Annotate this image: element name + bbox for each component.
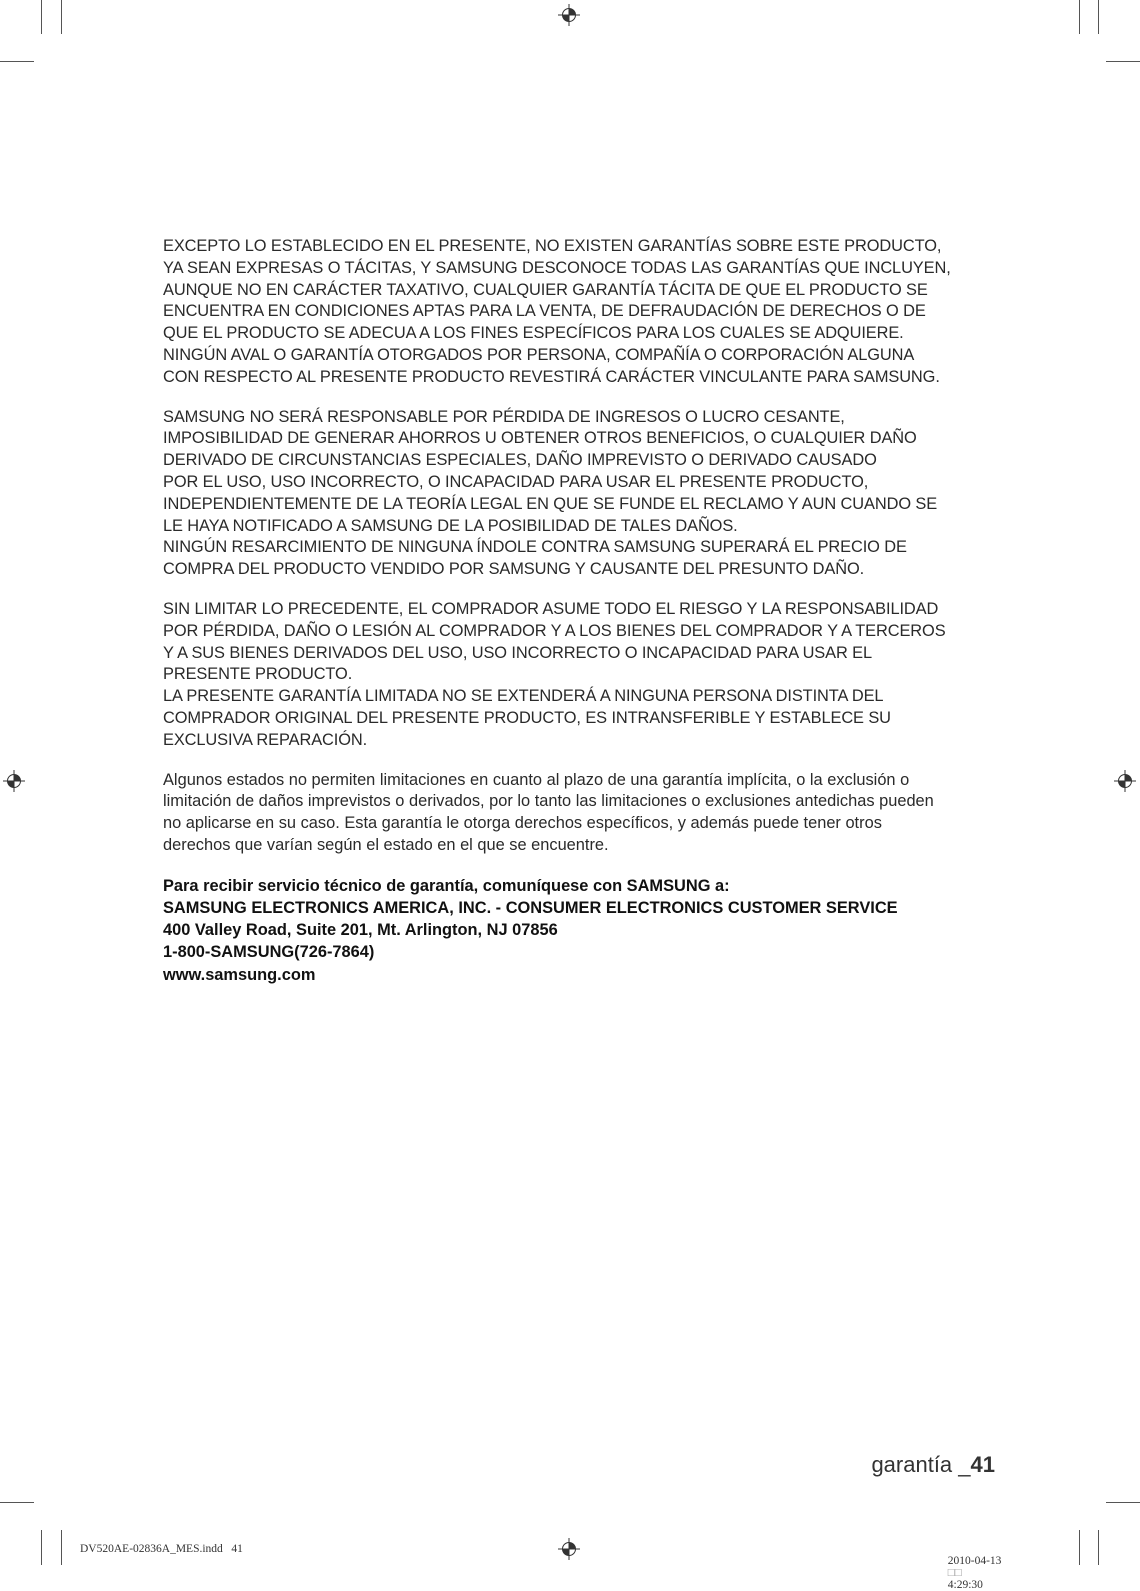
registration-mark-icon (3, 770, 25, 792)
crop-mark (1106, 61, 1140, 62)
text-line: YA SEAN EXPRESAS O TÁCITAS, Y SAMSUNG DESCONOCE TODAS LAS GARANTÍAS QUE INCLUYEN, (163, 258, 951, 277)
text-line: NINGÚN AVAL O GARANTÍA OTORGADOS POR PERSONA, COMPAÑÍA O CORPORACIÓN ALGUNA (163, 345, 915, 364)
registration-mark-icon (558, 4, 580, 26)
text-line: LA PRESENTE GARANTÍA LIMITADA NO SE EXTENDERÁ A NINGUNA PERSONA DISTINTA DEL (163, 687, 884, 706)
text-line: Y A SUS BIENES DERIVADOS DEL USO, USO INCORRECTO O INCAPACIDAD PARA USAR EL (163, 643, 873, 662)
text-line: COMPRADOR ORIGINAL DEL PRESENTE PRODUCTO, ES INTRANSFERIBLE Y ESTABLECE SU (163, 708, 891, 727)
warranty-text (163, 236, 1003, 986)
text-line: no aplicarse en su caso. Esta garantía le otorga derechos específicos, y además puede tener otros (163, 814, 882, 833)
text-line: derechos que varían según el estado en el que se encuentre. (163, 835, 609, 854)
page-number: 41 (970, 1452, 995, 1477)
text-line: QUE EL PRODUCTO SE ADECUA A LOS FINES ESPECÍFICOS PARA LOS CUALES SE ADQUIERE. (163, 324, 904, 343)
contact-heading: Para recibir servicio técnico de garantía, comuníquese con SAMSUNG a: (163, 876, 730, 895)
crop-mark (1079, 1530, 1080, 1565)
crop-mark (61, 0, 62, 34)
text-line: EXCEPTO LO ESTABLECIDO EN EL PRESENTE, NO EXISTEN GARANTÍAS SOBRE ESTE PRODUCTO, (163, 237, 942, 255)
text-line: limitación de daños imprevistos o derivados, por lo tanto las limitaciones o exclusiones antedichas pueden (163, 792, 934, 811)
page-footer (871, 1452, 995, 1478)
text-line: SIN LIMITAR LO PRECEDENTE, EL COMPRADOR ASUME TODO EL RIESGO Y LA RESPONSABILIDAD (163, 599, 939, 618)
print-date: 2010-04-13 (947, 1555, 1002, 1567)
crop-mark (61, 1530, 62, 1565)
text-line: COMPRA DEL PRODUCTO VENDIDO POR SAMSUNG Y CAUSANTE DEL PRESUNTO DAÑO. (163, 560, 865, 579)
state-law-note (163, 770, 1003, 857)
text-line: AUNQUE NO EN CARÁCTER TAXATIVO, CUALQUIER GARANTÍA TÁCITA DE QUE EL PRODUCTO SE (163, 280, 928, 299)
crop-mark (1098, 0, 1099, 34)
text-line: INDEPENDIENTEMENTE DE LA TEORÍA LEGAL EN QUE SE FUNDE EL RECLAMO Y AUN CUANDO SE (163, 494, 938, 513)
print-time: 4:29:30 (947, 1579, 983, 1591)
text-line: DERIVADO DE CIRCUNSTANCIAS ESPECIALES, DAÑO IMPREVISTO O DERIVADO CAUSADO (163, 451, 877, 470)
print-date-info (942, 1543, 1001, 1591)
registration-mark-icon (1114, 770, 1136, 792)
text-line: NINGÚN RESARCIMIENTO DE NINGUNA ÍNDOLE CONTRA SAMSUNG SUPERARÁ EL PRECIO DE (163, 538, 907, 557)
company-name: SAMSUNG ELECTRONICS AMERICA, INC. - CONSUMER ELECTRONICS CUSTOMER SERVICE (163, 898, 898, 917)
text-line: PRESENTE PRODUCTO. (163, 665, 353, 684)
crop-mark (0, 61, 34, 62)
crop-mark (41, 1530, 42, 1565)
registration-mark-icon (558, 1538, 580, 1560)
text-line: LE HAYA NOTIFICADO A SAMSUNG DE LA POSIBILIDAD DE TALES DAÑOS. (163, 516, 738, 535)
text-line: SAMSUNG NO SERÁ RESPONSABLE POR PÉRDIDA DE INGRESOS O LUCRO CESANTE, (163, 407, 845, 426)
text-line: Algunos estados no permiten limitaciones en cuanto al plazo de una garantía implícita, o la exclusión o (163, 770, 910, 789)
liability-paragraph (163, 407, 1003, 581)
text-line: POR PÉRDIDA, DAÑO O LESIÓN AL COMPRADOR Y A LOS BIENES DEL COMPRADOR Y A TERCEROS (163, 621, 946, 640)
text-line: IMPOSIBILIDAD DE GENERAR AHORROS U OBTENER OTROS BENEFICIOS, O CUALQUIER DAÑO (163, 429, 917, 448)
section-label: garantía _ (871, 1452, 971, 1477)
disclaimer-paragraph (163, 236, 1003, 389)
website-link[interactable]: www.samsung.com (163, 965, 316, 984)
company-address: 400 Valley Road, Suite 201, Mt. Arlington, NJ 07856 (163, 921, 558, 940)
text-line: CON RESPECTO AL PRESENTE PRODUCTO REVESTIRÁ CARÁCTER VINCULANTE PARA SAMSUNG. (163, 367, 940, 386)
phone-number: 1-800-SAMSUNG(726-7864) (163, 943, 375, 962)
crop-mark (1079, 0, 1080, 34)
print-time-marker: □□ (947, 1567, 962, 1579)
contact-block (163, 875, 1003, 986)
text-line: ENCUENTRA EN CONDICIONES APTAS PARA LA VENTA, DE DEFRAUDACIÓN DE DERECHOS O DE (163, 302, 926, 321)
crop-mark (1106, 1502, 1140, 1503)
print-file-info: DV520AE-02836A_MES.indd 41 (80, 1543, 243, 1555)
crop-mark (0, 1502, 34, 1503)
text-line: POR EL USO, USO INCORRECTO, O INCAPACIDAD PARA USAR EL PRESENTE PRODUCTO, (163, 472, 869, 491)
crop-mark (1098, 1530, 1099, 1565)
risk-paragraph (163, 599, 1003, 752)
text-line: EXCLUSIVA REPARACIÓN. (163, 730, 368, 749)
crop-mark (41, 0, 42, 34)
